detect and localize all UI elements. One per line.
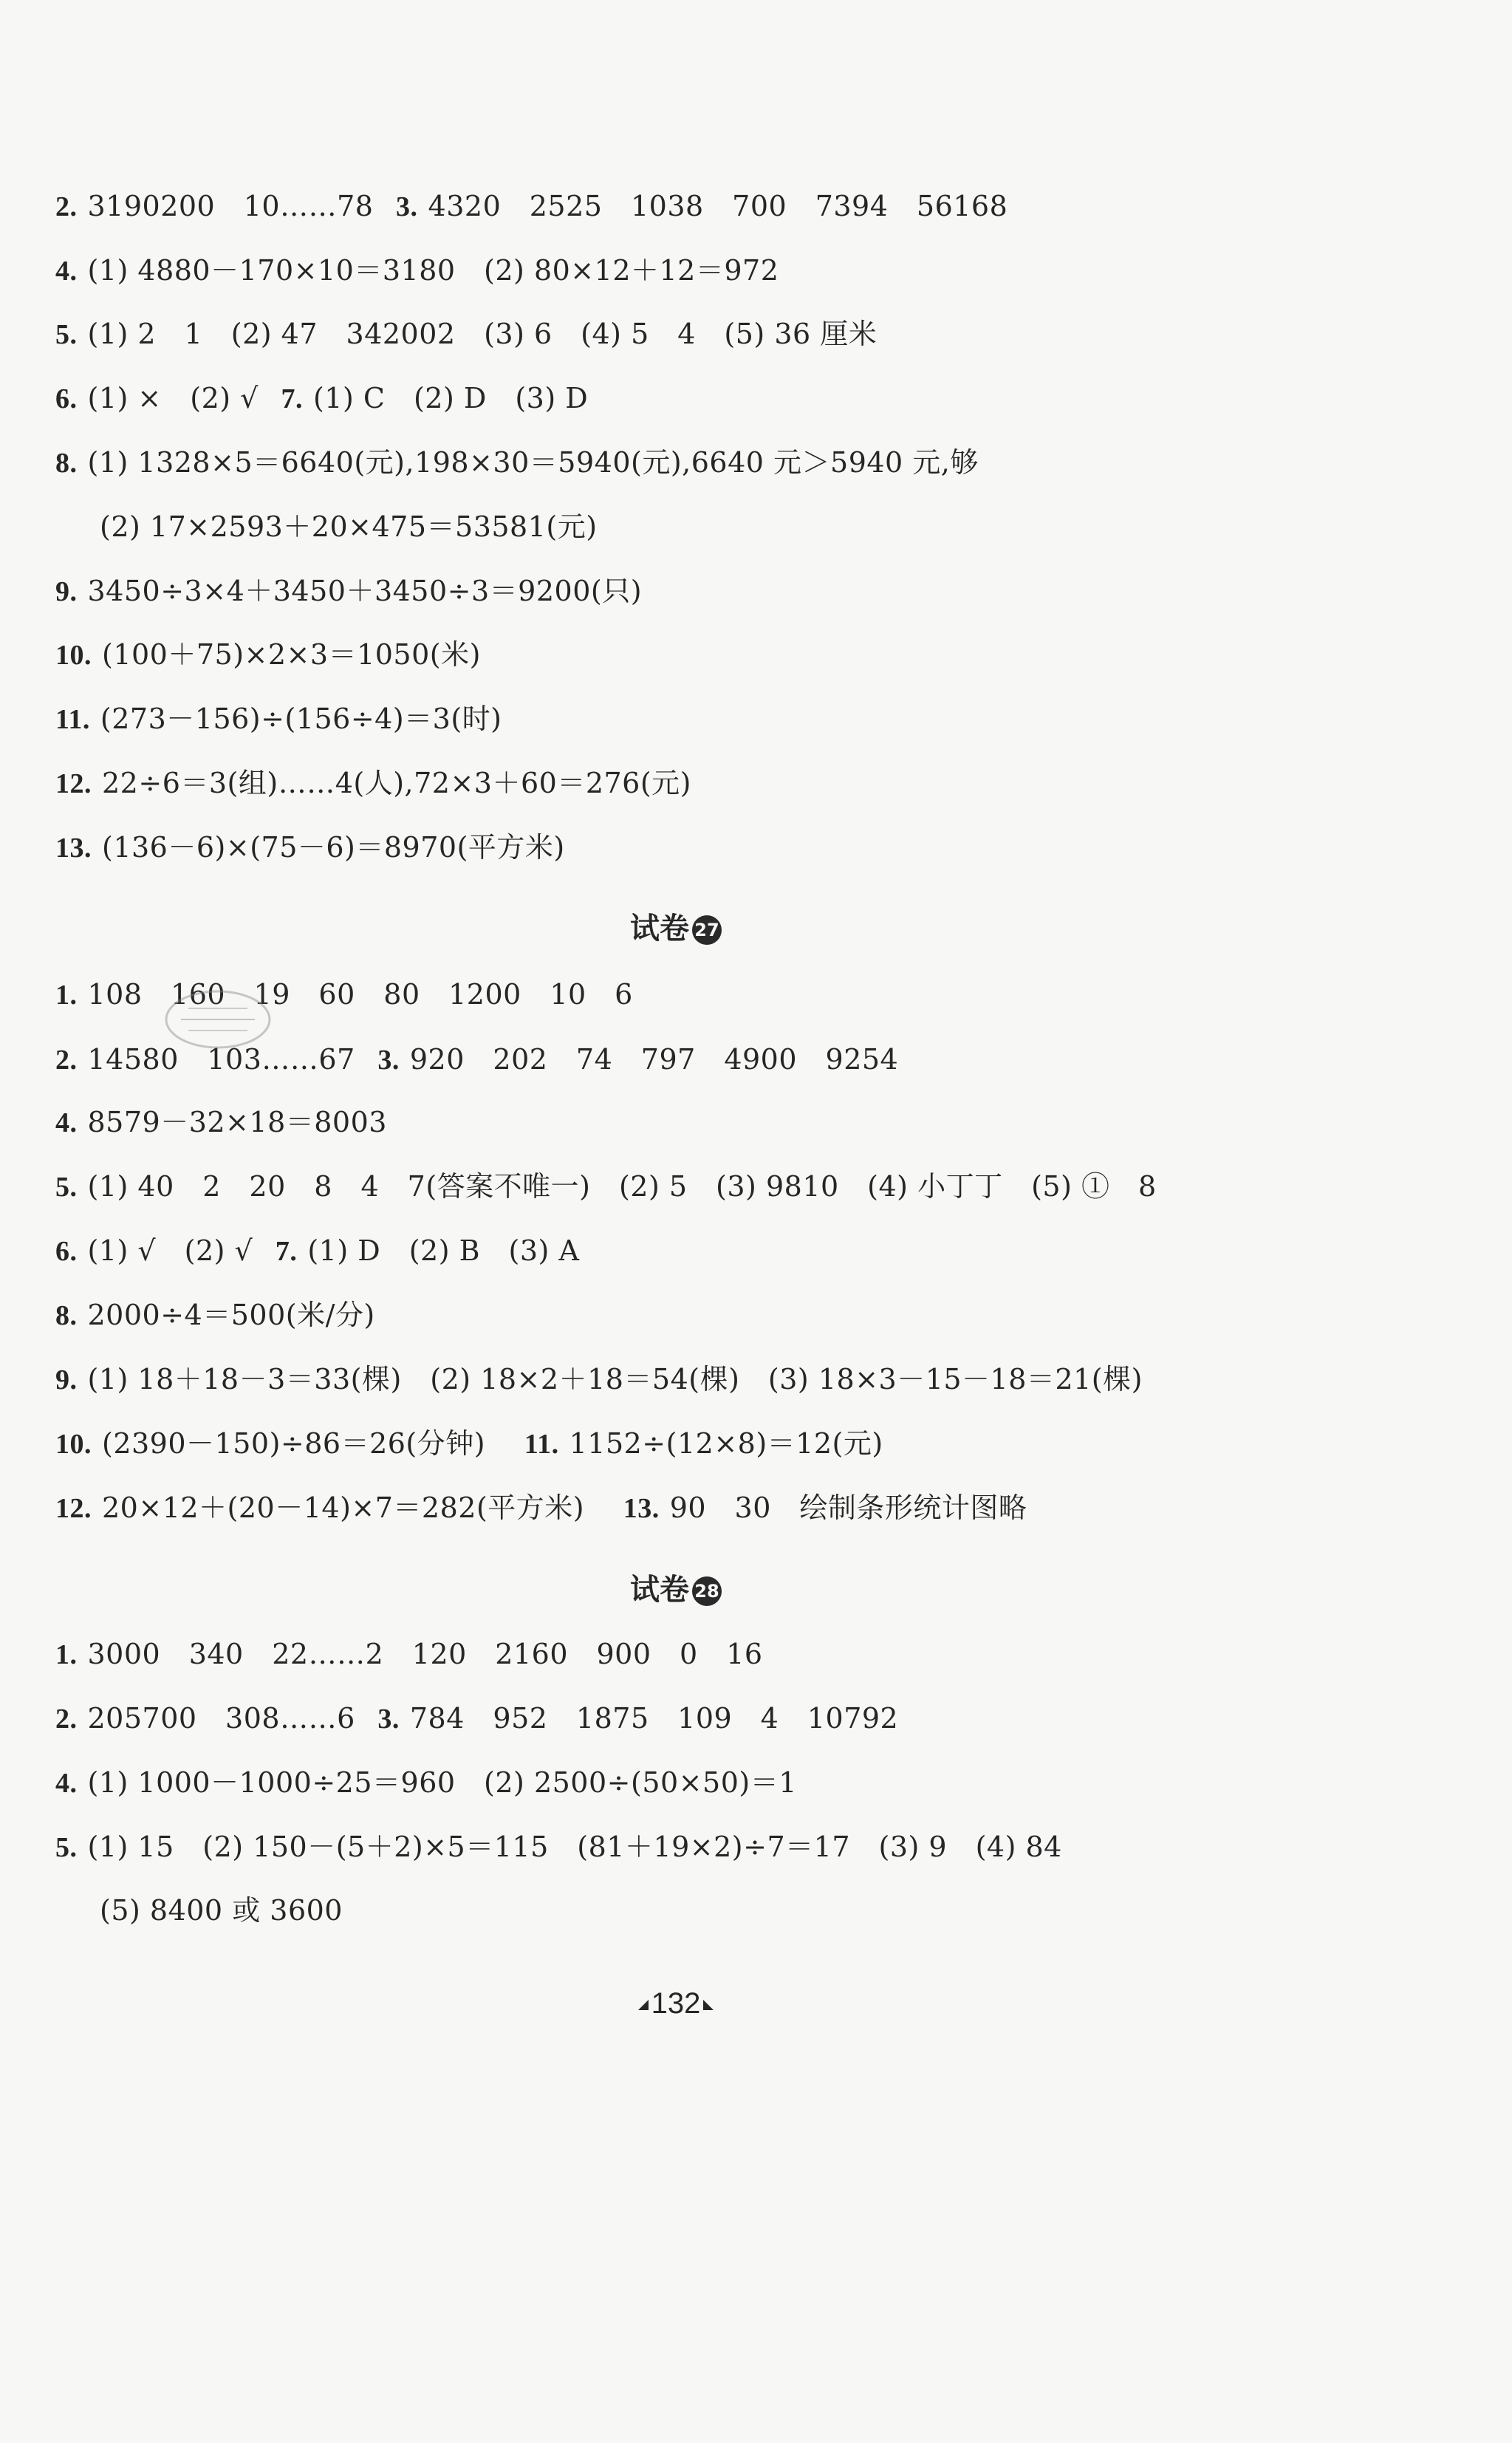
answer-text: (5) 8400 或 3600 bbox=[100, 1894, 343, 1927]
s28-line-5-2 bbox=[100, 1893, 343, 1928]
s27-line-1 bbox=[55, 977, 633, 1013]
answer-text: 205700 308……6 bbox=[87, 1702, 355, 1735]
question-number: 11. bbox=[524, 1429, 559, 1460]
question-number: 7. bbox=[281, 383, 303, 414]
answer-text: (1) √ (2) √ bbox=[87, 1234, 253, 1267]
page-number bbox=[0, 1987, 1352, 2020]
s28-line-2-3 bbox=[55, 1701, 898, 1737]
answer-text: 2000÷4＝500(米/分) bbox=[87, 1299, 375, 1331]
question-number: 10. bbox=[55, 640, 92, 671]
question-number: 1. bbox=[55, 1639, 78, 1670]
answer-text: 108 160 19 60 80 1200 10 6 bbox=[87, 978, 633, 1011]
answer-line-4 bbox=[55, 253, 779, 289]
s28-line-5 bbox=[55, 1829, 1062, 1865]
answer-line-13 bbox=[55, 830, 565, 866]
question-number: 12. bbox=[55, 768, 92, 799]
section-number-badge: 27 bbox=[692, 915, 722, 945]
answer-line-12 bbox=[55, 765, 691, 802]
s27-line-6-7 bbox=[55, 1233, 579, 1269]
question-number: 2. bbox=[55, 191, 78, 222]
question-number: 7. bbox=[275, 1236, 298, 1267]
answer-text: 14580 103……67 bbox=[87, 1043, 355, 1076]
question-number: 4. bbox=[55, 1107, 78, 1138]
s27-line-5 bbox=[55, 1169, 1157, 1205]
answer-text: 3450÷3×4＋3450＋3450÷3＝9200(只) bbox=[87, 575, 643, 607]
answer-text: 20×12＋(20－14)×7＝282(平方米) bbox=[102, 1492, 585, 1524]
question-number: 11. bbox=[55, 704, 90, 735]
answer-line-9 bbox=[55, 573, 642, 609]
question-number: 3. bbox=[396, 191, 418, 222]
answer-text: 8579－32×18＝8003 bbox=[87, 1106, 387, 1138]
answer-text: (100＋75)×2×3＝1050(米) bbox=[102, 638, 481, 671]
question-number: 8. bbox=[55, 448, 78, 479]
answer-text: 784 952 1875 109 4 10792 bbox=[409, 1702, 899, 1735]
question-number: 1. bbox=[55, 980, 78, 1011]
question-number: 2. bbox=[55, 1704, 78, 1735]
answer-line-8-2 bbox=[100, 509, 598, 544]
answer-text: (2390－150)÷86＝26(分钟) bbox=[102, 1427, 486, 1460]
answer-text: (1) 15 (2) 150－(5＋2)×5＝115 (81＋19×2)÷7＝17 (3) 9 (4) 84 bbox=[87, 1831, 1062, 1863]
question-number: 12. bbox=[55, 1493, 92, 1524]
answer-line-10 bbox=[55, 637, 481, 673]
question-number: 5. bbox=[55, 1172, 78, 1203]
question-number: 3. bbox=[377, 1704, 400, 1735]
corner-triangle-left-icon bbox=[638, 2000, 649, 2010]
answer-text: 3000 340 22……2 120 2160 900 0 16 bbox=[87, 1638, 763, 1670]
answer-text: 4320 2525 1038 700 7394 56168 bbox=[428, 190, 1008, 222]
question-number: 9. bbox=[55, 1364, 78, 1395]
question-number: 6. bbox=[55, 383, 78, 414]
s28-line-4 bbox=[55, 1765, 797, 1801]
question-number: 9. bbox=[55, 576, 78, 607]
s27-line-2-3 bbox=[55, 1042, 898, 1078]
s27-line-10-11 bbox=[55, 1426, 883, 1462]
section-number-badge: 28 bbox=[692, 1576, 722, 1606]
answer-text: (1) 40 2 20 8 4 7(答案不唯一) (2) 5 (3) 9810 (4) 小丁丁 (5) ① 8 bbox=[87, 1170, 1157, 1203]
answer-text: 22÷6＝3(组)……4(人),72×3＋60＝276(元) bbox=[102, 767, 692, 799]
answer-text: (1) 2 1 (2) 47 342002 (3) 6 (4) 5 4 (5) 36 厘米 bbox=[87, 318, 878, 350]
answer-line-6-7 bbox=[55, 380, 588, 417]
section-title-text: 试卷 bbox=[630, 912, 689, 946]
s27-line-8 bbox=[55, 1297, 375, 1333]
question-number: 4. bbox=[55, 1768, 78, 1799]
page-number-text: 132 bbox=[651, 1987, 701, 2020]
answer-line-8 bbox=[55, 445, 979, 481]
answer-text: (136－6)×(75－6)＝8970(平方米) bbox=[102, 831, 565, 864]
answer-text: (1) × (2) √ bbox=[87, 382, 259, 414]
answer-text: 920 202 74 797 4900 9254 bbox=[409, 1043, 899, 1076]
question-number: 13. bbox=[55, 833, 92, 864]
question-number: 6. bbox=[55, 1236, 78, 1267]
answer-text: (1) D (2) B (3) A bbox=[307, 1234, 580, 1267]
question-number: 5. bbox=[55, 319, 78, 350]
answer-line-11 bbox=[55, 701, 502, 737]
answer-text: (1) 18＋18－3＝33(棵) (2) 18×2＋18＝54(棵) (3) 18×3－15－18＝21(棵) bbox=[87, 1363, 1143, 1395]
answer-line-2-3 bbox=[55, 188, 1008, 225]
section-title-27 bbox=[0, 910, 1352, 947]
answer-text: (1) 1000－1000÷25＝960 (2) 2500÷(50×50)＝1 bbox=[87, 1766, 797, 1799]
answer-text: 3190200 10……78 bbox=[87, 190, 374, 222]
question-number: 13. bbox=[623, 1493, 660, 1524]
question-number: 5. bbox=[55, 1832, 78, 1863]
s28-line-1 bbox=[55, 1636, 763, 1672]
section-title-28 bbox=[0, 1571, 1352, 1608]
s27-line-12-13 bbox=[55, 1490, 1027, 1526]
answer-text: (273－156)÷(156÷4)＝3(时) bbox=[100, 703, 502, 735]
corner-triangle-right-icon bbox=[703, 2000, 714, 2010]
answer-text: (1) 1328×5＝6640(元),198×30＝5940(元),6640 元＞5940 元,够 bbox=[87, 446, 979, 479]
answer-line-5 bbox=[55, 316, 877, 352]
answer-text: (1) C (2) D (3) D bbox=[312, 382, 589, 414]
question-number: 4. bbox=[55, 256, 78, 287]
question-number: 10. bbox=[55, 1429, 92, 1460]
answer-text: (1) 4880－170×10＝3180 (2) 80×12＋12＝972 bbox=[87, 254, 779, 287]
question-number: 3. bbox=[377, 1045, 400, 1076]
s27-line-9 bbox=[55, 1361, 1143, 1398]
question-number: 8. bbox=[55, 1300, 78, 1331]
answer-text: (2) 17×2593＋20×475＝53581(元) bbox=[100, 510, 598, 543]
answer-text: 90 30 绘制条形统计图略 bbox=[669, 1492, 1027, 1524]
question-number: 2. bbox=[55, 1045, 78, 1076]
s27-line-4 bbox=[55, 1104, 387, 1141]
answer-text: 1152÷(12×8)＝12(元) bbox=[569, 1427, 883, 1460]
section-title-text: 试卷 bbox=[630, 1573, 689, 1607]
